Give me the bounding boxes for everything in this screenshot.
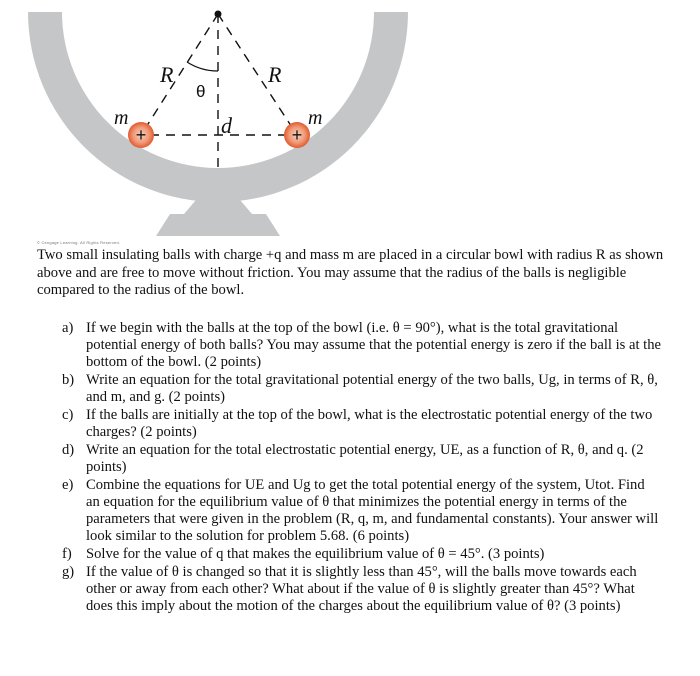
question-label: e) xyxy=(62,477,74,493)
question-list xyxy=(62,320,662,616)
charge-right-label: + xyxy=(291,125,303,145)
question-b xyxy=(62,372,662,406)
question-label: d) xyxy=(62,442,75,458)
question-text: If the balls are initially at the top of the bowl, what is the electrostatic potential energy of the two charges? (2 points) xyxy=(86,407,653,440)
radius-right-label: R xyxy=(268,62,282,87)
question-text: Write an equation for the total electrostatic potential energy, UE, as a function of R, θ, and q. (2 points) xyxy=(86,442,644,475)
figure-credit: © Cengage Learning. All Rights Reserved. xyxy=(37,240,121,245)
question-text: Combine the equations for UE and Ug to get the total potential energy of the system, Utot. Find an equation for the equilibrium value of θ that minimizes the potential energy in terms of the parameters that were given in the problem (R, q, m, and fundamental constants). Your answer will look similar to the solution for problem 5.68. (6 points) xyxy=(86,477,659,544)
question-label: b) xyxy=(62,372,75,388)
bowl-ring xyxy=(28,12,408,202)
problem-intro: Two small insulating balls with charge +q and mass m are placed in a circular bowl with radius R as shown above and are free to move without friction. You may assume that the radius of the balls is negligible compared to the radius of the bowl. xyxy=(37,247,664,298)
charge-left-label: + xyxy=(135,125,147,145)
mass-left-label: m xyxy=(114,107,129,129)
question-text: If we begin with the balls at the top of the bowl (i.e. θ = 90°), what is the total gravitational potential energy of both balls? You may assume that the potential energy is zero if the ball is at the bottom of the bowl. (2 points) xyxy=(86,320,661,370)
question-c xyxy=(62,407,662,441)
question-label: c) xyxy=(62,407,74,423)
question-text: Write an equation for the total gravitational potential energy of the two balls, Ug, in terms of R, θ, and m, and g. (2 points) xyxy=(86,372,658,405)
question-label: g) xyxy=(62,564,75,580)
question-text: If the value of θ is changed so that it is slightly less than 45°, will the balls move towards each other or away from each other? What about if the value of θ is slightly greater than 45°? What does this imply about the motion of the charges about the equilibrium value of θ? (3 points) xyxy=(86,564,637,614)
bowl-base xyxy=(156,214,280,236)
question-f xyxy=(62,546,662,563)
question-text: Solve for the value of q that makes the equilibrium value of θ = 45°. (3 points) xyxy=(86,546,545,562)
question-a xyxy=(62,320,662,371)
question-label: a) xyxy=(62,320,74,336)
radius-line-left xyxy=(141,14,218,135)
mass-right-label: m xyxy=(308,107,323,129)
theta-arc xyxy=(187,62,218,71)
theta-label: θ xyxy=(196,82,206,101)
bowl-diagram xyxy=(0,0,700,240)
radius-left-label: R xyxy=(160,62,174,87)
question-g xyxy=(62,564,662,615)
bowl-stem xyxy=(184,200,252,214)
question-d xyxy=(62,442,662,476)
question-e xyxy=(62,477,662,545)
distance-label: d xyxy=(221,113,232,138)
question-label: f) xyxy=(62,546,72,562)
